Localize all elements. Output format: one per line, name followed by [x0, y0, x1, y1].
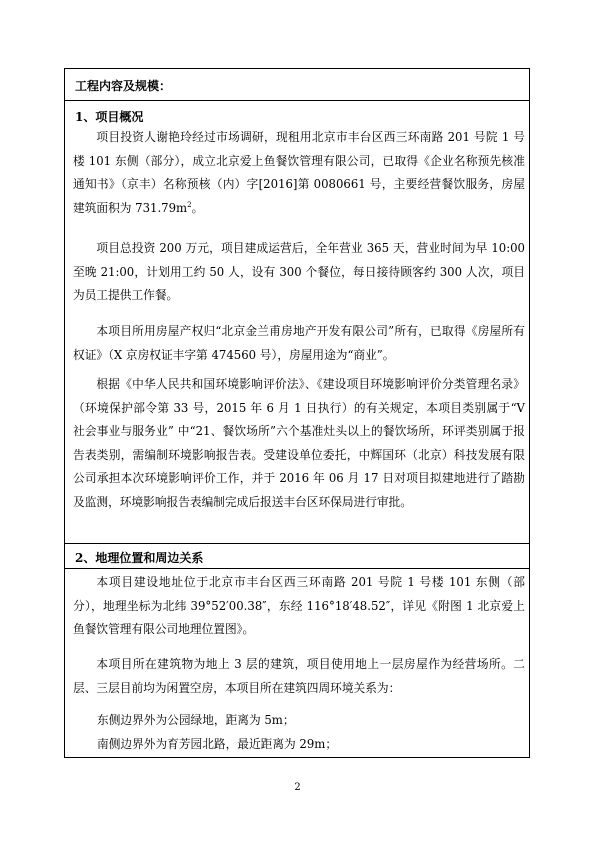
row-divider	[65, 568, 529, 569]
paragraph-overview-2: 项目总投资 200 万元，项目建成运营后，全年营业 365 天，营业时间为早 10:00 至晚 21:00，计划用工约 50 人，设有 300 个餐位，每日接待顾客约 300 人次，项目为员工提供工作餐。	[73, 241, 525, 303]
row-divider	[65, 543, 529, 544]
paragraph-location-2: 本项目所在建筑物为地上 3 层的建筑，项目使用地上一层房屋作为经营场所。二层、三层目前均为闲置空房，本项目所在建筑四周环境关系为：	[73, 657, 525, 695]
page-number: 2	[294, 782, 301, 793]
heading-location: 2、地理位置和周边关系	[75, 551, 204, 565]
paragraph-location-1: 本项目建设地址位于北京市丰台区西三环南路 201 号院 1 号楼 101 东侧（部分），地理坐标为北纬 39°52′00.38″，东经 116°18′48.52″，详见《附图 1 北京爱上鱼餐饮管理有限公司地理位置图》。	[73, 575, 525, 637]
content-table	[64, 68, 530, 758]
row-divider	[65, 100, 529, 101]
list-item-east: 东侧边界外为公园绿地，距离为 5m；	[97, 713, 295, 727]
paragraph-overview-3: 本项目所用房屋产权归“北京金兰甫房地产开发有限公司”所有，已取得《房屋所有权证》（X 京房权证丰字第 474560 号），房屋用途为“商业”。	[73, 324, 525, 362]
paragraph-overview-4: 根据《中华人民共和国环境影响评价法》、《建设项目环境影响评价分类管理名录》（环境保护部令第 33 号，2015 年 6 月 1 日执行）的有关规定，本项目类别属于“V 社会事业与服务业” 中“21、餐饮场所”六个基准灶头以上的餐饮场所，环评类别属于报告表类别，需编制环境影响报告表。受建设单位委托，中辉国环（北京）科技发展有限公司承担本次环境影响评价工作，并于 2016 年 06 月 17 日对项目拟建地进行了踏勘及监测，环境影响报告表编制完成后报送丰台区环保局进行审批。	[73, 377, 525, 509]
paragraph-overview-1: 项目投资人谢艳玲经过市场调研，现租用北京市丰台区西三环南路 201 号院 1 号楼 101 东侧（部分），成立北京爱上鱼餐饮管理有限公司，已取得《企业名称预先核准通知书》（京丰）名称预核（内）字[2016]第 0080661 号，主要经营餐饮服务，房屋建筑面积为 $731.79m^2$。	[73, 130, 525, 215]
heading-project-overview: 1、项目概况	[75, 110, 144, 124]
list-item-south: 南侧边界外为育芳园北路，最近距离为 29m；	[97, 737, 338, 751]
section-title: 工程内容及规模：	[75, 79, 172, 93]
